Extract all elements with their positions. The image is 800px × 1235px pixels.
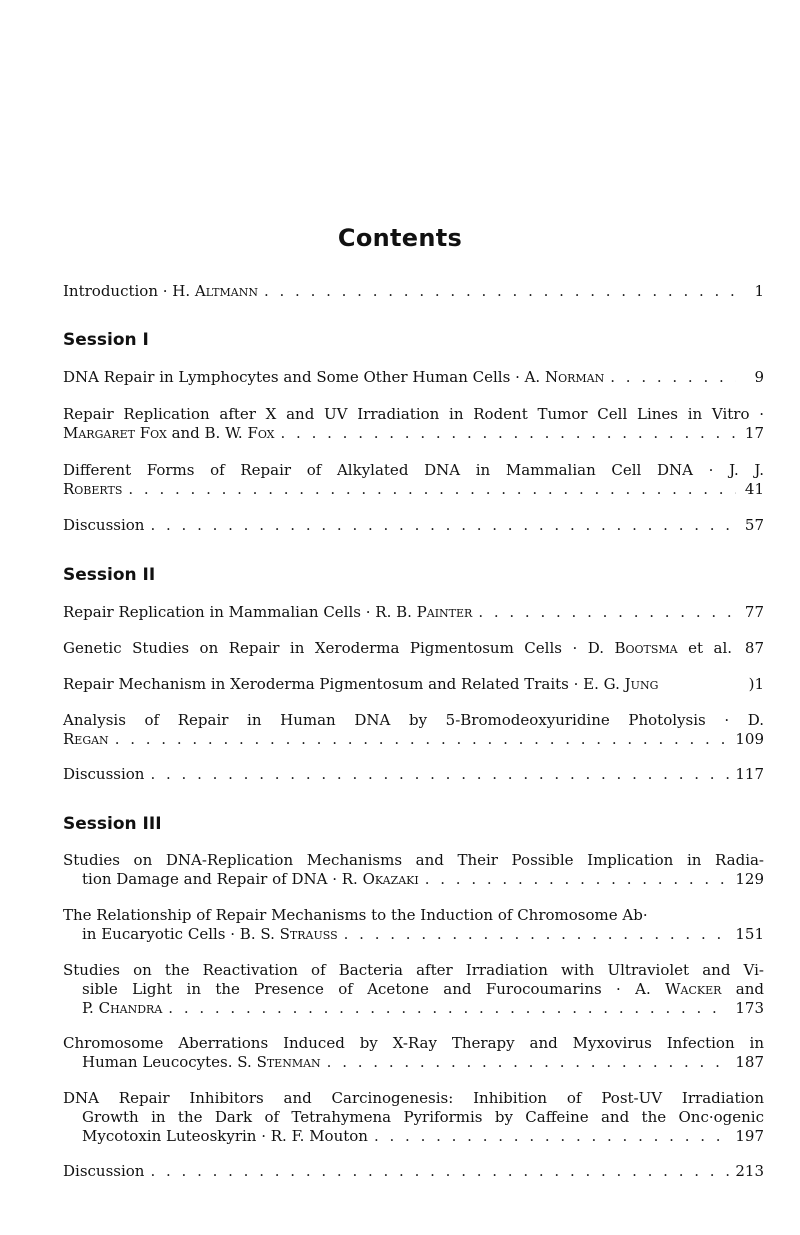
session-heading-2: Session II (63, 565, 156, 585)
page-number: 197 (735, 1127, 764, 1145)
leader-dots (478, 603, 736, 622)
leader-dots (425, 870, 730, 889)
page-number: 1 (754, 282, 764, 300)
leader-dots (281, 424, 736, 443)
page-number: 109 (735, 730, 764, 748)
toc-entry[interactable]: Repair Replication in Mammalian Cells · R. B. Painter . . . 77 (63, 603, 764, 622)
session-heading-3: Session III (63, 814, 162, 834)
toc-entry[interactable]: Genetic Studies on Repair in Xeroderma Pigmentosum Cells · D. Bootsma et al. 87 (63, 639, 764, 657)
leader-dots (610, 368, 736, 387)
toc-entry[interactable]: Repair Mechanism in Xeroderma Pigmentosum and Related Traits · E. G. Jung )1 (63, 675, 764, 693)
page-number: 151 (735, 925, 764, 943)
page-number: 57 (744, 516, 764, 534)
page-number: 9 (754, 368, 764, 386)
toc-entry-discussion[interactable]: Discussion . . . 213 (63, 1162, 764, 1181)
toc-entry[interactable]: Different Forms of Repair of Alkylated DNA in Mammalian Cell DNA · J. J. Roberts . . . 41 (63, 461, 764, 499)
page-number: )1 (748, 675, 764, 693)
leader-dots (115, 730, 730, 749)
leader-dots (264, 282, 736, 301)
page-number: 117 (735, 765, 764, 783)
page-number: 187 (735, 1053, 764, 1071)
page-number: 17 (744, 424, 764, 442)
leader-dots (168, 999, 729, 1018)
leader-dots (374, 1127, 729, 1146)
toc-entry[interactable]: Analysis of Repair in Human DNA by 5-Bromodeoxyuridine Photolysis · D. Regan . . . 109 (63, 711, 764, 749)
toc-entry-introduction[interactable]: Introduction · H. Altmann . . . 1 (63, 282, 764, 301)
leader-dots (344, 925, 730, 944)
toc-entry[interactable]: Studies on the Reactivation of Bacteria after Irradiation with Ultraviolet and Vi- sible Light in the Presence of Acetone and Furocoumarins · A. Wacker and P. Chandra . . . 173 (63, 961, 764, 1018)
toc-entry[interactable]: DNA Repair Inhibitors and Carcinogenesis: Inhibition of Post-UV Irradiation Growth in the Dark of Tetrahymena Pyriformis by Caffeine and the Onc·ogenic Mycotoxin Luteoskyrin · R. F. Mouton . . . 197 (63, 1089, 764, 1146)
toc-entry-discussion[interactable]: Discussion . . . 117 (63, 765, 764, 784)
page-number: 213 (735, 1162, 764, 1180)
toc-entry[interactable]: Studies on DNA-Replication Mechanisms and Their Possible Implication in Radia- tion Damage and Repair of DNA · R. Okazaki . . . 129 (63, 851, 764, 889)
page-number: 41 (744, 480, 764, 498)
page-title: Contents (337, 224, 463, 252)
page-number: 87 (744, 639, 764, 657)
leader-dots (150, 765, 729, 784)
leader-dots (327, 1053, 730, 1072)
session-heading-1: Session I (63, 330, 149, 350)
page-number: 173 (735, 999, 764, 1017)
page-number: 129 (735, 870, 764, 888)
leader-dots (150, 1162, 729, 1181)
toc-entry-discussion[interactable]: Discussion . . . 57 (63, 516, 764, 535)
leader-dots (150, 516, 736, 535)
toc-entry[interactable]: Repair Replication after X and UV Irradiation in Rodent Tumor Cell Lines in Vitro · Margaret Fox and B. W. Fox . . . 17 (63, 405, 764, 443)
page-number: 77 (744, 603, 764, 621)
toc-entry[interactable]: The Relationship of Repair Mechanisms to the Induction of Chromosome Ab· in Eucaryotic Cells · B. S. Strauss . . . 151 (63, 906, 764, 944)
leader-dots (128, 480, 736, 499)
toc-entry[interactable]: DNA Repair in Lymphocytes and Some Other Human Cells · A. Norman . . . 9 (63, 368, 764, 387)
toc-entry[interactable]: Chromosome Aberrations Induced by X-Ray Therapy and Myxovirus Infection in Human Leucocytes. S. Stenman . . . 187 (63, 1034, 764, 1072)
